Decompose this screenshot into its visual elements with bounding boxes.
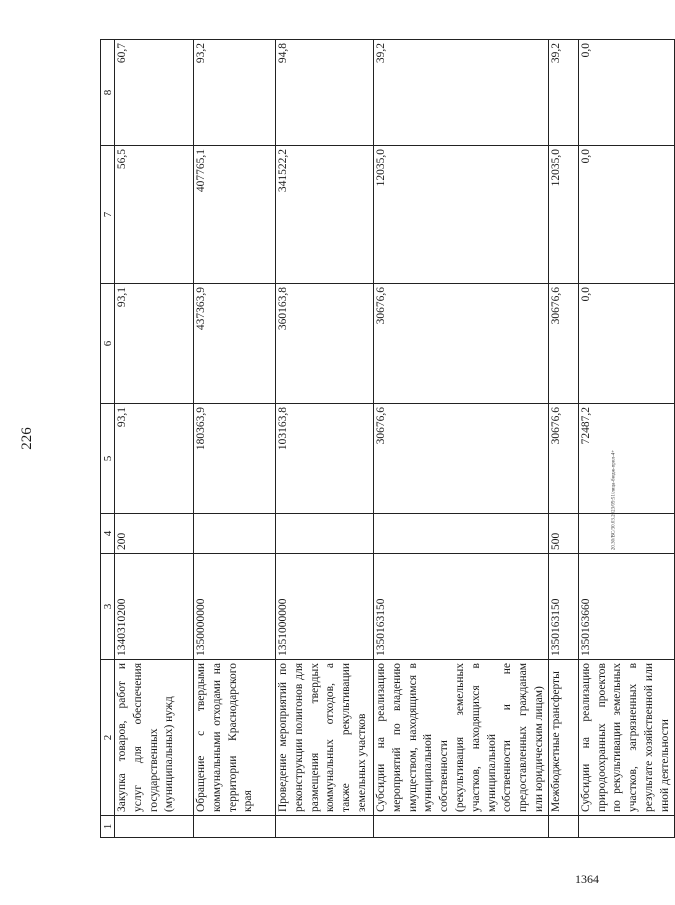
column-header-8: 8 (101, 40, 115, 146)
target-code: 1350163150 (374, 554, 549, 660)
value-col6: 0,0 (578, 284, 674, 404)
value-col7: 12035,0 (548, 146, 578, 284)
value-col8: 39,2 (548, 40, 578, 146)
value-col8: 0,0 (578, 40, 674, 146)
row-index-cell (276, 816, 374, 838)
value-col6: 93,1 (115, 284, 194, 404)
column-header-1: 1 (101, 816, 115, 838)
row-index-cell (374, 816, 549, 838)
value-col6: 437363,9 (194, 284, 276, 404)
target-code: 1350000000 (194, 554, 276, 660)
value-col8: 39,2 (374, 40, 549, 146)
value-col5: 180363,9 (194, 404, 276, 514)
value-col6: 360163,8 (276, 284, 374, 404)
table-row (276, 40, 374, 838)
value-col6: 30676,6 (548, 284, 578, 404)
table-row (578, 40, 674, 838)
value-col7: 56,5 (115, 146, 194, 284)
column-header-7: 7 (101, 146, 115, 284)
expense-type-code (578, 514, 674, 554)
item-name: Проведение мероприятий по реконструкции полигонов для размещения твердых коммунальных отходов, а также рекультивации земельных участков (276, 660, 374, 816)
table-row (374, 40, 549, 838)
table-row (194, 40, 276, 838)
value-col7: 341522,2 (276, 146, 374, 284)
value-col7: 12035,0 (374, 146, 549, 284)
item-name: Межбюджетные трансферты (548, 660, 578, 816)
budget-table (100, 39, 675, 838)
value-col5: 30676,6 (374, 404, 549, 514)
target-code: 1350163150 (548, 554, 578, 660)
item-name: Субсидии на реализацию природоохранных проектов по рекультивации земельных участков, загрязненных в результате хозяйственной или иной деятельности (578, 660, 674, 816)
target-code: 1351000000 (276, 554, 374, 660)
value-col8: 93,2 (194, 40, 276, 146)
expense-type-code: 500 (548, 514, 578, 554)
value-col5: 30676,6 (548, 404, 578, 514)
column-header-6: 6 (101, 284, 115, 404)
value-col6: 30676,6 (374, 284, 549, 404)
value-col7: 407765,1 (194, 146, 276, 284)
row-index-cell (578, 816, 674, 838)
column-header-5: 5 (101, 404, 115, 514)
item-name: Обращение с твердыми коммунальными отходами на территории Краснодарского края (194, 660, 276, 816)
expense-type-code (276, 514, 374, 554)
item-name: Субсидии на реализацию мероприятий по владению имуществом, находящимся в муниципальной собственности (рекультивация земельных участков, находящихся в муниципальной собственности и не предоставленных гражданам или юридическим лицам) (374, 660, 549, 816)
column-header-3: 3 (101, 554, 115, 660)
row-index-cell (548, 816, 578, 838)
value-col8: 60,7 (115, 40, 194, 146)
value-col5: 93,1 (115, 404, 194, 514)
table-row (548, 40, 578, 838)
expense-type-code: 200 (115, 514, 194, 554)
table-row (115, 40, 194, 838)
value-col5: 72487,2 (578, 404, 674, 514)
column-number-row (101, 40, 115, 838)
value-col7: 0,0 (578, 146, 674, 284)
row-index-cell (115, 816, 194, 838)
target-code: 1350163660 (578, 554, 674, 660)
value-col8: 94,8 (276, 40, 374, 146)
row-index-cell (194, 816, 276, 838)
column-header-2: 2 (101, 660, 115, 816)
document-margin-note: 20.30/ВС/30.03.2023/09:51/лица-бюдж-прил-4+ (611, 449, 617, 551)
sheet-number: 1364 (575, 872, 599, 886)
expense-type-code (194, 514, 276, 554)
target-code: 1340310200 (115, 554, 194, 660)
page-number: 226 (18, 427, 35, 450)
column-header-4: 4 (101, 514, 115, 554)
expense-type-code (374, 514, 549, 554)
value-col5: 103163,8 (276, 404, 374, 514)
item-name: Закупка товаров, работ и услуг для обеспечения государственных (муниципальных) нужд (115, 660, 194, 816)
